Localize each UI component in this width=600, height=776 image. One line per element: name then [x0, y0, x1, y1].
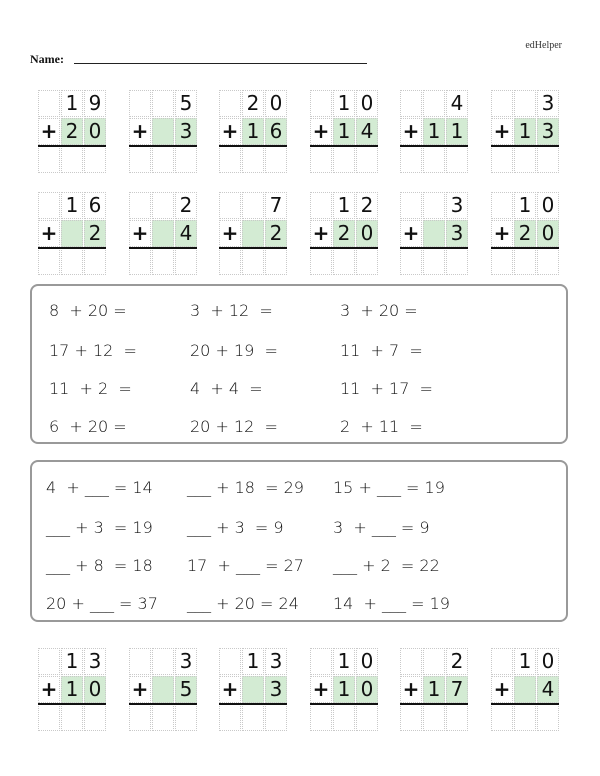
- equation: ___ + 3 = 9: [187, 518, 284, 537]
- digit-cell: [514, 90, 536, 117]
- equation: 11 + 7 =: [340, 341, 423, 360]
- addition-problem: [129, 192, 201, 282]
- equation: 3 + 20 =: [340, 301, 418, 320]
- equation: 17 + ___ = 27: [187, 556, 304, 575]
- digit-cell: [400, 648, 422, 675]
- answer-line: [491, 247, 559, 249]
- equations-box-1: [30, 284, 568, 444]
- bottom-digit: 3: [541, 119, 555, 143]
- top-digit: 1: [65, 91, 79, 115]
- bottom-digit: 3: [450, 221, 464, 245]
- answer-cell[interactable]: [175, 704, 197, 731]
- answer-cell[interactable]: [219, 146, 241, 173]
- answer-cell[interactable]: [61, 248, 83, 275]
- bottom-digit: 0: [88, 119, 102, 143]
- top-digit: 6: [88, 193, 102, 217]
- top-digit: 0: [541, 649, 555, 673]
- digit-cell: [310, 192, 332, 219]
- answer-cell[interactable]: [175, 248, 197, 275]
- answer-cell[interactable]: [537, 146, 559, 173]
- answer-cell[interactable]: [84, 146, 106, 173]
- digit-cell: [400, 192, 422, 219]
- addition-problem: [38, 192, 110, 282]
- answer-cell[interactable]: [265, 146, 287, 173]
- digit-cell: [38, 192, 60, 219]
- bottom-digit: 5: [179, 677, 193, 701]
- answer-cell[interactable]: [310, 704, 332, 731]
- top-digit: 1: [337, 649, 351, 673]
- digit-cell: [219, 192, 241, 219]
- digit-cell: [491, 90, 513, 117]
- answer-cell[interactable]: [61, 146, 83, 173]
- addition-problem: [38, 648, 110, 738]
- digit-cell: [242, 676, 264, 703]
- bottom-digit: 4: [360, 119, 374, 143]
- equation: 20 + 19 =: [190, 341, 278, 360]
- answer-cell[interactable]: [423, 146, 445, 173]
- equation: ___ + 3 = 19: [46, 518, 153, 537]
- digit-cell: [152, 118, 174, 145]
- answer-cell[interactable]: [129, 248, 151, 275]
- digit-cell: [61, 220, 83, 247]
- brand-label: edHelper: [525, 40, 562, 51]
- top-digit: 3: [88, 649, 102, 673]
- answer-cell[interactable]: [423, 704, 445, 731]
- equation: ___ + 20 = 24: [187, 594, 299, 613]
- equation: 17 + 12 =: [49, 341, 137, 360]
- answer-line: [310, 247, 378, 249]
- bottom-digit: 1: [337, 677, 351, 701]
- top-digit: 0: [541, 193, 555, 217]
- answer-line: [129, 247, 197, 249]
- digit-cell: [310, 90, 332, 117]
- digit-cell: [514, 676, 536, 703]
- bottom-digit: 4: [179, 221, 193, 245]
- equation: 6 + 20 =: [49, 417, 127, 436]
- addition-problem: [129, 648, 201, 738]
- answer-line: [219, 145, 287, 147]
- addition-problem: [400, 192, 472, 282]
- digit-cell: [242, 220, 264, 247]
- plus-sign: +: [312, 677, 330, 701]
- plus-sign: +: [402, 677, 420, 701]
- top-digit: 5: [179, 91, 193, 115]
- answer-cell[interactable]: [38, 146, 60, 173]
- addition-problem: [310, 192, 382, 282]
- bottom-digit: 1: [450, 119, 464, 143]
- plus-sign: +: [493, 119, 511, 143]
- answer-cell[interactable]: [61, 704, 83, 731]
- answer-cell[interactable]: [152, 146, 174, 173]
- equation: 3 + ___ = 9: [333, 518, 430, 537]
- bottom-digit: 1: [246, 119, 260, 143]
- answer-line: [219, 247, 287, 249]
- digit-cell: [242, 192, 264, 219]
- digit-cell: [152, 192, 174, 219]
- equation: 4 + ___ = 14: [46, 478, 153, 497]
- equation: ___ + 8 = 18: [46, 556, 153, 575]
- answer-cell[interactable]: [423, 248, 445, 275]
- addition-problem: [219, 648, 291, 738]
- bottom-digit: 0: [541, 221, 555, 245]
- answer-cell[interactable]: [265, 704, 287, 731]
- bottom-digit: 1: [427, 677, 441, 701]
- digit-cell: [38, 648, 60, 675]
- answer-cell[interactable]: [242, 146, 264, 173]
- bottom-digit: 2: [518, 221, 532, 245]
- problem-row-3: [38, 648, 568, 738]
- bottom-digit: 3: [179, 119, 193, 143]
- answer-cell[interactable]: [129, 146, 151, 173]
- answer-cell[interactable]: [514, 704, 536, 731]
- plus-sign: +: [221, 677, 239, 701]
- addition-problem: [129, 90, 201, 180]
- top-digit: 3: [269, 649, 283, 673]
- top-digit: 1: [518, 193, 532, 217]
- answer-cell[interactable]: [84, 248, 106, 275]
- bottom-digit: 7: [450, 677, 464, 701]
- plus-sign: +: [493, 677, 511, 701]
- answer-line: [38, 703, 106, 705]
- bottom-digit: 2: [269, 221, 283, 245]
- equation: 20 + ___ = 37: [46, 594, 158, 613]
- digit-cell: [423, 90, 445, 117]
- plus-sign: +: [402, 119, 420, 143]
- digit-cell: [491, 648, 513, 675]
- equation: 4 + 4 =: [190, 379, 263, 398]
- addition-problem: [38, 90, 110, 180]
- addition-problem: [491, 90, 563, 180]
- answer-cell[interactable]: [491, 704, 513, 731]
- top-digit: 2: [360, 193, 374, 217]
- plus-sign: +: [131, 677, 149, 701]
- problem-row-1: [38, 90, 568, 180]
- digit-cell: [219, 90, 241, 117]
- answer-cell[interactable]: [514, 146, 536, 173]
- digit-cell: [219, 648, 241, 675]
- answer-line: [491, 145, 559, 147]
- equations-box-2: [30, 460, 568, 622]
- answer-line: [491, 703, 559, 705]
- top-digit: 0: [269, 91, 283, 115]
- equation: 2 + 11 =: [340, 417, 423, 436]
- top-digit: 2: [179, 193, 193, 217]
- addition-problem: [491, 192, 563, 282]
- plus-sign: +: [402, 221, 420, 245]
- answer-cell[interactable]: [514, 248, 536, 275]
- answer-cell[interactable]: [446, 146, 468, 173]
- equation: 11 + 17 =: [340, 379, 433, 398]
- answer-cell[interactable]: [242, 704, 264, 731]
- top-digit: 2: [246, 91, 260, 115]
- top-digit: 1: [337, 91, 351, 115]
- answer-line: [400, 247, 468, 249]
- digit-cell: [129, 192, 151, 219]
- addition-problem: [491, 648, 563, 738]
- bottom-digit: 2: [88, 221, 102, 245]
- digit-cell: [423, 192, 445, 219]
- plus-sign: +: [221, 119, 239, 143]
- digit-cell: [38, 90, 60, 117]
- answer-cell[interactable]: [400, 146, 422, 173]
- top-digit: 3: [179, 649, 193, 673]
- equation: 20 + 12 =: [190, 417, 278, 436]
- answer-cell[interactable]: [38, 248, 60, 275]
- digit-cell: [152, 220, 174, 247]
- addition-problem: [310, 648, 382, 738]
- answer-line: [400, 145, 468, 147]
- answer-cell[interactable]: [265, 248, 287, 275]
- plus-sign: +: [221, 221, 239, 245]
- bottom-digit: 0: [88, 677, 102, 701]
- equation: 15 + ___ = 19: [333, 478, 445, 497]
- bottom-digit: 0: [360, 677, 374, 701]
- answer-cell[interactable]: [129, 704, 151, 731]
- top-digit: 7: [269, 193, 283, 217]
- answer-cell[interactable]: [219, 248, 241, 275]
- plus-sign: +: [312, 119, 330, 143]
- bottom-digit: 4: [541, 677, 555, 701]
- bottom-digit: 1: [518, 119, 532, 143]
- answer-cell[interactable]: [84, 704, 106, 731]
- answer-cell[interactable]: [491, 146, 513, 173]
- answer-cell[interactable]: [537, 248, 559, 275]
- bottom-digit: 1: [65, 677, 79, 701]
- bottom-digit: 2: [337, 221, 351, 245]
- addition-problem: [310, 90, 382, 180]
- digit-cell: [310, 648, 332, 675]
- digit-cell: [423, 220, 445, 247]
- plus-sign: +: [40, 221, 58, 245]
- name-line[interactable]: [74, 63, 367, 64]
- bottom-digit: 2: [65, 119, 79, 143]
- addition-problem: [219, 90, 291, 180]
- answer-cell[interactable]: [333, 248, 355, 275]
- equation: ___ + 18 = 29: [187, 478, 304, 497]
- answer-cell[interactable]: [310, 146, 332, 173]
- top-digit: 4: [450, 91, 464, 115]
- equation: 11 + 2 =: [49, 379, 132, 398]
- answer-line: [129, 703, 197, 705]
- bottom-digit: 1: [427, 119, 441, 143]
- answer-cell[interactable]: [219, 704, 241, 731]
- answer-cell[interactable]: [175, 146, 197, 173]
- top-digit: 1: [337, 193, 351, 217]
- addition-problem: [400, 90, 472, 180]
- answer-cell[interactable]: [333, 704, 355, 731]
- top-digit: 3: [450, 193, 464, 217]
- digit-cell: [152, 676, 174, 703]
- digit-cell: [491, 192, 513, 219]
- plus-sign: +: [312, 221, 330, 245]
- answer-cell[interactable]: [356, 146, 378, 173]
- answer-cell[interactable]: [400, 704, 422, 731]
- addition-problem: [219, 192, 291, 282]
- plus-sign: +: [40, 677, 58, 701]
- top-digit: 9: [88, 91, 102, 115]
- top-digit: 1: [65, 649, 79, 673]
- answer-cell[interactable]: [356, 704, 378, 731]
- top-digit: 1: [65, 193, 79, 217]
- plus-sign: +: [131, 119, 149, 143]
- equation: 3 + 12 =: [190, 301, 273, 320]
- top-digit: 1: [246, 649, 260, 673]
- plus-sign: +: [493, 221, 511, 245]
- equation: 8 + 20 =: [49, 301, 127, 320]
- addition-problem: [400, 648, 472, 738]
- bottom-digit: 3: [269, 677, 283, 701]
- answer-cell[interactable]: [491, 248, 513, 275]
- answer-cell[interactable]: [310, 248, 332, 275]
- answer-cell[interactable]: [400, 248, 422, 275]
- bottom-digit: 1: [337, 119, 351, 143]
- answer-line: [38, 145, 106, 147]
- top-digit: 0: [360, 91, 374, 115]
- answer-line: [400, 703, 468, 705]
- top-digit: 1: [518, 649, 532, 673]
- answer-cell[interactable]: [38, 704, 60, 731]
- top-digit: 3: [541, 91, 555, 115]
- top-digit: 0: [360, 649, 374, 673]
- answer-line: [310, 145, 378, 147]
- bottom-digit: 6: [269, 119, 283, 143]
- equation: ___ + 2 = 22: [333, 556, 440, 575]
- plus-sign: +: [131, 221, 149, 245]
- answer-cell[interactable]: [446, 248, 468, 275]
- digit-cell: [152, 648, 174, 675]
- answer-cell[interactable]: [333, 146, 355, 173]
- answer-cell[interactable]: [537, 704, 559, 731]
- answer-line: [129, 145, 197, 147]
- plus-sign: +: [40, 119, 58, 143]
- answer-cell[interactable]: [242, 248, 264, 275]
- equation: 14 + ___ = 19: [333, 594, 450, 613]
- digit-cell: [400, 90, 422, 117]
- answer-line: [310, 703, 378, 705]
- digit-cell: [129, 648, 151, 675]
- top-digit: 2: [450, 649, 464, 673]
- answer-cell[interactable]: [446, 704, 468, 731]
- answer-line: [219, 703, 287, 705]
- digit-cell: [423, 648, 445, 675]
- answer-cell[interactable]: [152, 248, 174, 275]
- digit-cell: [152, 90, 174, 117]
- name-label: Name:: [30, 52, 64, 66]
- bottom-digit: 0: [360, 221, 374, 245]
- answer-cell[interactable]: [356, 248, 378, 275]
- answer-line: [38, 247, 106, 249]
- digit-cell: [129, 90, 151, 117]
- problem-row-2: [38, 192, 568, 282]
- answer-cell[interactable]: [152, 704, 174, 731]
